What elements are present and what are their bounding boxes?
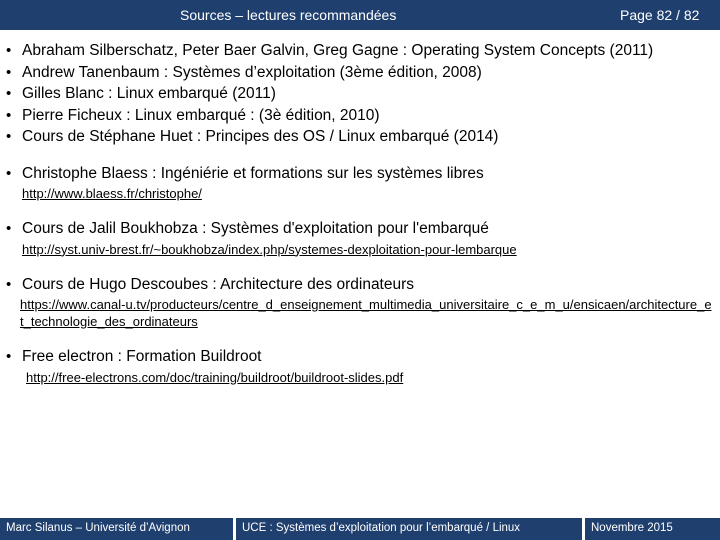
reference-text: Free electron : Formation Buildroot (22, 348, 262, 365)
reference-text: Gilles Blanc : Linux embarqué (2011) (22, 85, 276, 102)
list-item (6, 62, 716, 84)
footer-course: UCE : Systèmes d’exploitation pour l’embarqué / Linux (236, 518, 582, 540)
list-item (6, 346, 716, 368)
reference-text: Abraham Silberschatz, Peter Baer Galvin, Greg Gagne : Operating System Concepts (2011) (22, 42, 654, 59)
descoubes-link[interactable]: https://www.canal-u.tv/producteurs/centre_d_enseignement_multimedia_universitaire_c_e_m_u/ensicaen/architecture_et_technologie_des_ordinateurs (20, 297, 712, 329)
reference-text: Cours de Stéphane Huet : Principes des OS / Linux embarqué (2014) (22, 128, 499, 145)
reference-text: Cours de Jalil Boukhobza : Systèmes d'exploitation pour l'embarqué (22, 220, 489, 237)
bullet-icon: • (6, 63, 12, 81)
reference-text: Andrew Tanenbaum : Systèmes d’exploitation (3ème édition, 2008) (22, 63, 482, 81)
bullet-icon: • (6, 106, 12, 124)
list-item (6, 218, 716, 240)
bullet-icon: • (6, 164, 12, 182)
slide-header (0, 0, 720, 30)
reference-text: Christophe Blaess : Ingéniérie et formations sur les systèmes libres (22, 164, 484, 182)
reference-text: Pierre Ficheux : Linux embarqué : (3è édition, 2010) (22, 106, 380, 124)
list-item (6, 83, 716, 105)
slide-footer (0, 518, 720, 540)
slide-content (6, 40, 716, 386)
free-electrons-link[interactable]: http://free-electrons.com/doc/training/buildroot/buildroot-slides.pdf (26, 369, 404, 385)
page-indicator: Page 82 / 82 (620, 7, 700, 23)
list-item (6, 163, 716, 185)
bullet-icon: • (6, 275, 12, 293)
footer-date: Novembre 2015 (585, 518, 720, 540)
reference-text: Cours de Hugo Descoubes : Architecture des ordinateurs (22, 275, 415, 293)
list-item (6, 40, 716, 62)
list-item (6, 105, 716, 127)
bullet-icon: • (6, 128, 12, 145)
bullet-icon: • (6, 348, 12, 365)
list-item (6, 126, 716, 148)
list-item (6, 274, 716, 296)
slide-title: Sources – lectures recommandées (180, 7, 397, 23)
bullet-icon: • (6, 85, 12, 102)
bullet-icon: • (6, 220, 12, 237)
footer-author: Marc Silanus – Université d’Avignon (0, 518, 233, 540)
bullet-icon: • (6, 42, 12, 59)
blaess-link[interactable]: http://www.blaess.fr/christophe/ (22, 186, 202, 201)
boukhobza-link[interactable]: http://syst.univ-brest.fr/~boukhobza/index.php/systemes-dexploitation-pour-lembarque (22, 241, 517, 257)
